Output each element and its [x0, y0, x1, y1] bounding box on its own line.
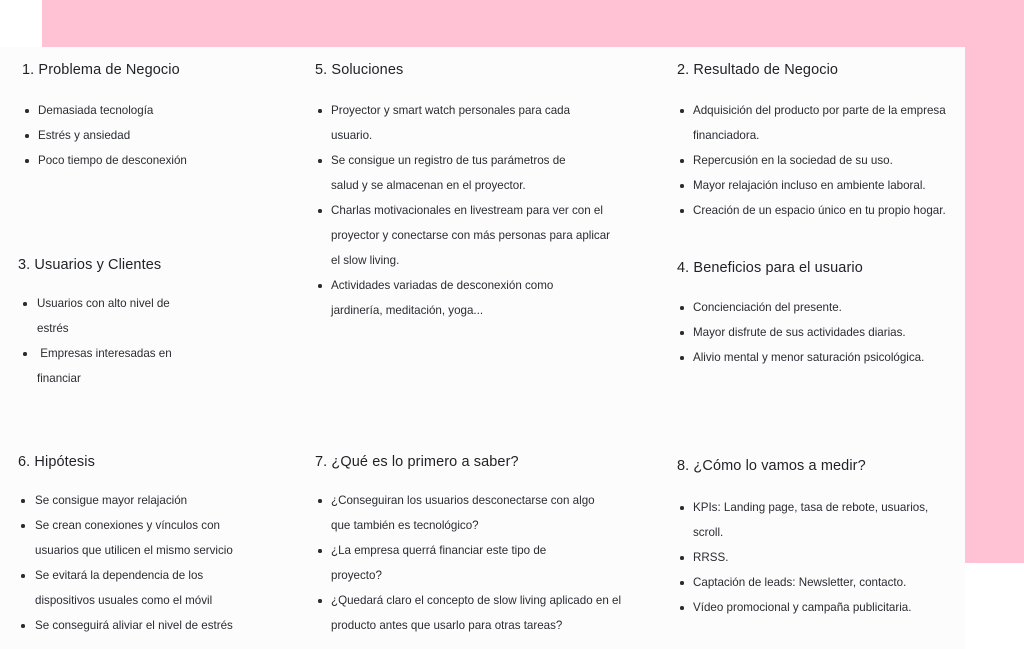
- section-title: 5. Soluciones: [315, 62, 404, 78]
- section-hipotesis: [18, 454, 288, 638]
- list-item: Concienciación del presente.: [677, 295, 962, 320]
- list-item: Mayor relajación incluso en ambiente laboral.: [677, 173, 962, 198]
- list-item: Se conseguirá aliviar el nivel de estrés: [18, 613, 288, 638]
- section-resultado-de-negocio: [677, 62, 962, 223]
- list-item: Estrés y ansiedad: [22, 123, 282, 148]
- list-item: Charlas motivacionales en livestream para ver con el proyector y conectarse con más personas para aplicar el slow living.: [315, 198, 616, 273]
- list-item: Empresas interesadas en financiar: [20, 341, 187, 391]
- list-item: Alivio mental y menor saturación psicológica.: [677, 345, 962, 370]
- section-usuarios-y-clientes: [18, 257, 208, 391]
- list-item: Demasiada tecnología: [22, 98, 282, 123]
- section-que-es-lo-primero-a-saber: [315, 454, 625, 638]
- list-item: Se crean conexiones y vínculos con usuarios que utilicen el mismo servicio: [18, 513, 250, 563]
- bullet-list: [315, 98, 615, 323]
- section-como-lo-vamos-a-medir: [677, 458, 962, 620]
- list-item: Mayor disfrute de sus actividades diarias.: [677, 320, 962, 345]
- section-problema-de-negocio: [22, 62, 282, 173]
- section-title: 7. ¿Qué es lo primero a saber?: [315, 454, 519, 470]
- list-item: Se consigue un registro de tus parámetros de salud y se almacenan en el proyector.: [315, 148, 591, 198]
- section-title: 4. Beneficios para el usuario: [677, 260, 863, 276]
- list-item: Creación de un espacio único en tu propio hogar.: [677, 198, 962, 223]
- bullet-list: [22, 98, 282, 173]
- list-item: ¿Conseguiran los usuarios desconectarse con algo que también es tecnológico?: [315, 488, 616, 538]
- bullet-list: [315, 488, 625, 638]
- bullet-list: [18, 488, 288, 638]
- list-item: Adquisición del producto por parte de la empresa financiadora.: [677, 98, 968, 148]
- list-item: KPIs: Landing page, tasa de rebote, usuarios, scroll.: [677, 495, 953, 545]
- bullet-list: [677, 98, 962, 223]
- section-title: 3. Usuarios y Clientes: [18, 257, 162, 273]
- list-item: Actividades variadas de desconexión como jardinería, meditación, yoga...: [315, 273, 581, 323]
- list-item: ¿Quedará claro el concepto de slow living aplicado en el producto antes que usarlo para otras tareas?: [315, 588, 631, 638]
- list-item: Usuarios con alto nivel de estrés: [20, 291, 187, 341]
- list-item: ¿La empresa querrá financiar este tipo de proyecto?: [315, 538, 571, 588]
- list-item: Proyector y smart watch personales para cada usuario.: [315, 98, 591, 148]
- bullet-list: [20, 291, 208, 391]
- list-item: Repercusión en la sociedad de su uso.: [677, 148, 962, 173]
- bullet-list: [677, 295, 962, 370]
- section-title: 2. Resultado de Negocio: [677, 62, 839, 78]
- list-item: Se consigue mayor relajación: [18, 488, 288, 513]
- section-beneficios-para-el-usuario: [677, 260, 962, 370]
- list-item: Se evitará la dependencia de los dispositivos usuales como el móvil: [18, 563, 235, 613]
- list-item: RRSS.: [677, 545, 962, 570]
- list-item: Poco tiempo de desconexión: [22, 148, 282, 173]
- section-soluciones: [315, 62, 615, 323]
- section-title: 6. Hipótesis: [18, 454, 95, 470]
- section-title: 8. ¿Cómo lo vamos a medir?: [677, 458, 866, 474]
- list-item: Captación de leads: Newsletter, contacto.: [677, 570, 962, 595]
- section-title: 1. Problema de Negocio: [22, 62, 180, 78]
- bullet-list: [677, 495, 962, 620]
- list-item: Vídeo promocional y campaña publicitaria.: [677, 595, 962, 620]
